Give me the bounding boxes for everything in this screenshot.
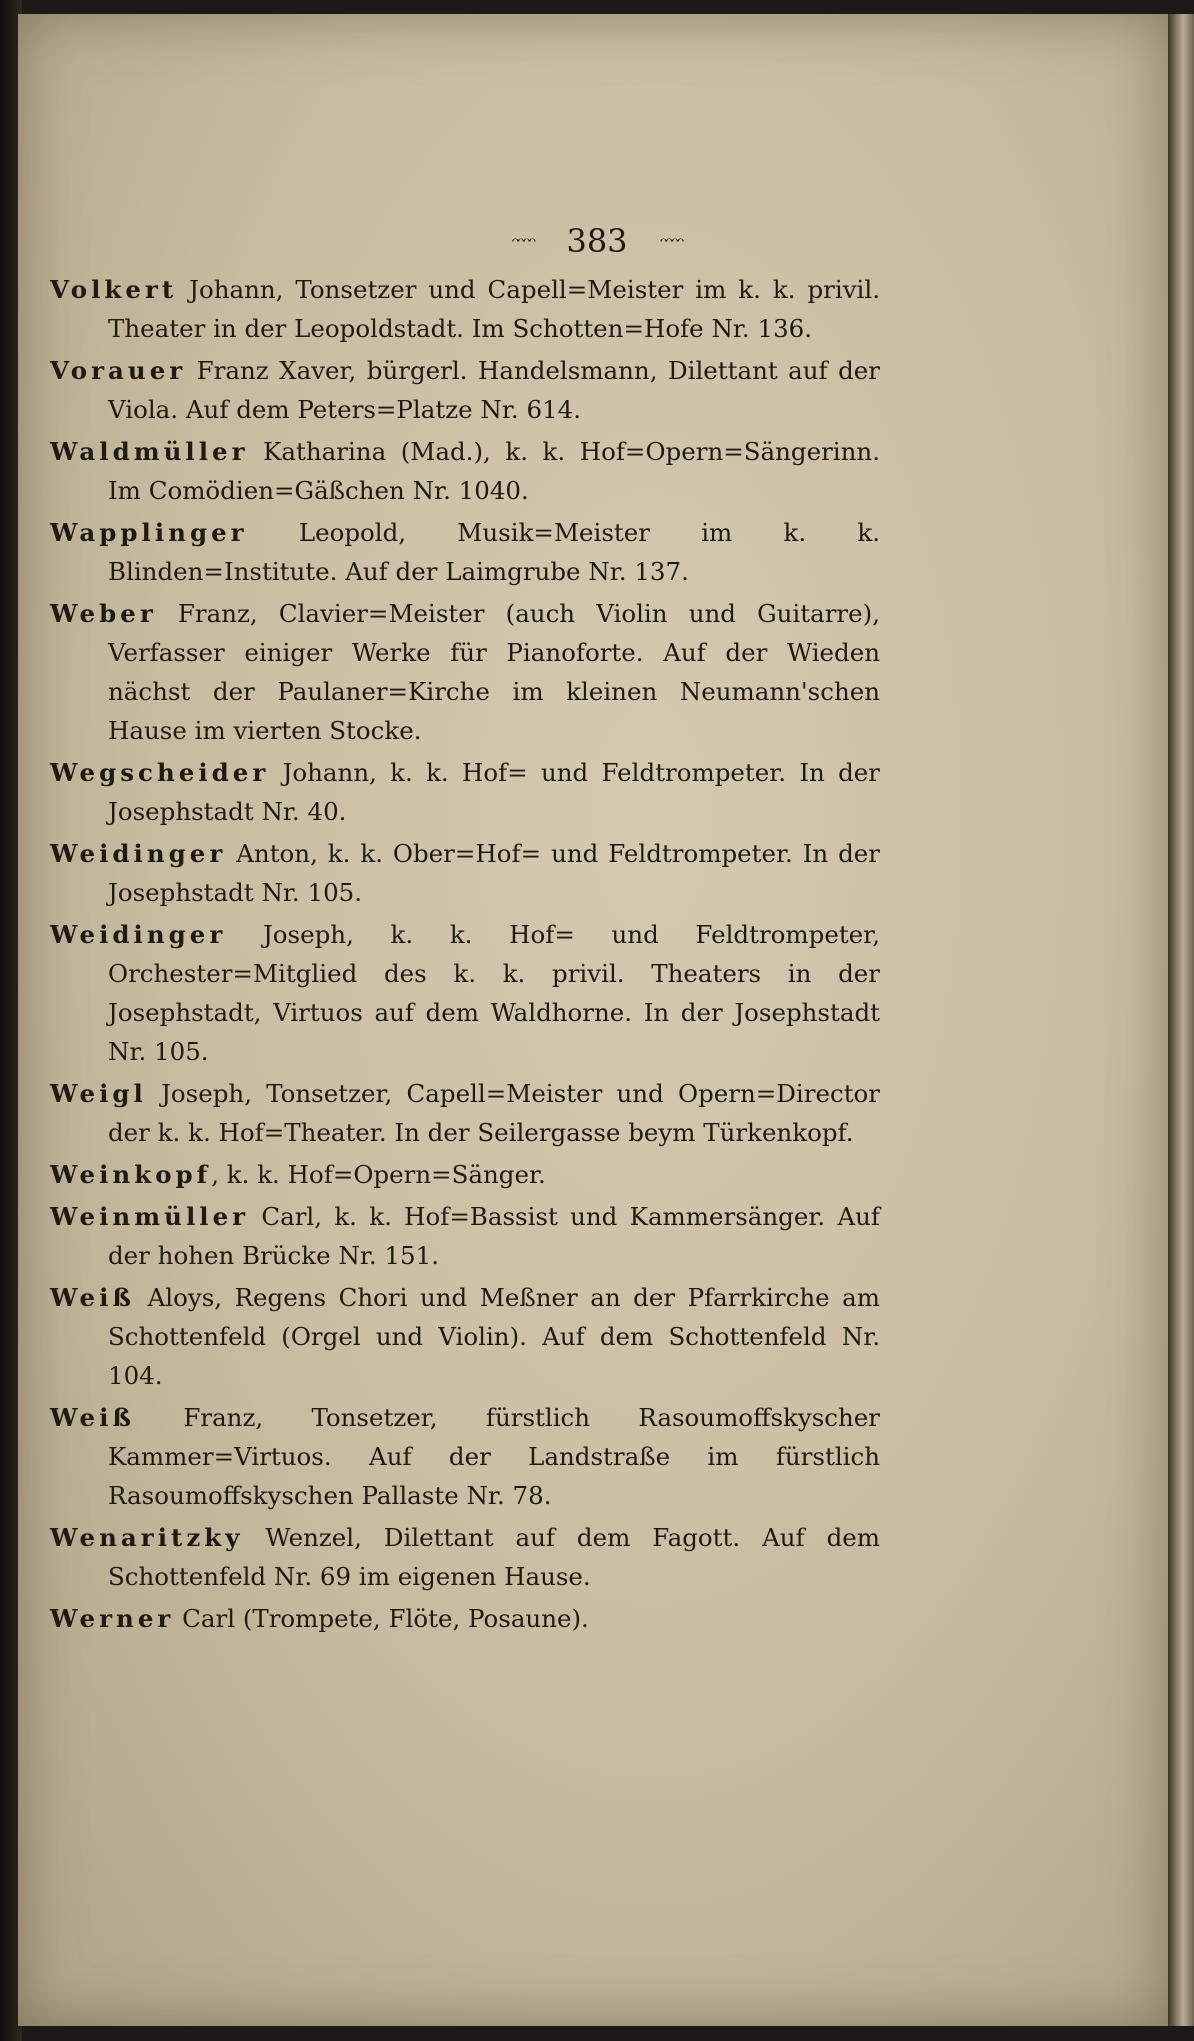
entry-text: Anton, k. k. Ober=Hof= und Feldtrompeter. In der Josephstadt Nr. 105. xyxy=(108,839,880,907)
entry-text: , k. k. Hof=Opern=Sänger. xyxy=(211,1160,546,1189)
entry xyxy=(50,513,880,591)
entry-text: Carl, k. k. Hof=Bassist und Kammersänger. Auf der hohen Brücke Nr. 151. xyxy=(108,1202,880,1270)
entry-name: Vorauer xyxy=(50,356,187,385)
entry-name: Waldmüller xyxy=(50,437,249,466)
entry-name: Volkert xyxy=(50,275,178,304)
entry xyxy=(50,753,880,831)
entry-name: Wenaritzky xyxy=(50,1523,244,1552)
header-ornament-left: ᵔᵔᵔᵔ xyxy=(511,231,535,256)
entry-name: Weinkopf xyxy=(50,1160,212,1189)
entry-name: Wapplinger xyxy=(50,518,248,547)
entry-name: Weigl xyxy=(50,1079,147,1108)
entry-name: Weidinger xyxy=(50,839,227,868)
entry xyxy=(50,1074,880,1152)
entry xyxy=(50,834,880,912)
entry-text: Joseph, Tonsetzer, Capell=Meister und Opern=Director der k. k. Hof=Theater. In der Seilergasse beym Türkenkopf. xyxy=(108,1079,880,1147)
entry-text: Joseph, k. k. Hof= und Feldtrompeter, Orchester=Mitglied des k. k. privil. Theaters in der Josephstadt, Virtuos auf dem Waldhorne. In der Josephstadt Nr. 105. xyxy=(108,920,880,1066)
entry-name: Wegscheider xyxy=(50,758,270,787)
entry xyxy=(50,351,880,429)
entry-text: Katharina (Mad.), k. k. Hof=Opern=Sängerinn. Im Comödien=Gäßchen Nr. 1040. xyxy=(108,437,880,505)
page-edge xyxy=(1168,14,1194,2026)
directory-entries xyxy=(50,270,880,1641)
entry-name: Weiß xyxy=(50,1403,136,1432)
entry-text: Wenzel, Dilettant auf dem Fagott. Auf dem Schottenfeld Nr. 69 im eigenen Hause. xyxy=(108,1523,880,1591)
entry-text: Leopold, Musik=Meister im k. k. Blinden=Institute. Auf der Laimgrube Nr. 137. xyxy=(108,518,880,586)
entry xyxy=(50,1398,880,1515)
entry-name: Weinmüller xyxy=(50,1202,250,1231)
entry xyxy=(50,1155,880,1194)
entry xyxy=(50,915,880,1071)
entry-text: Aloys, Regens Chori und Meßner an der Pfarrkirche am Schottenfeld (Orgel und Violin). Auf dem Schottenfeld Nr. 104. xyxy=(108,1283,880,1390)
entry-text: Franz Xaver, bürgerl. Handelsmann, Dilettant auf der Viola. Auf dem Peters=Platze Nr. 614. xyxy=(108,356,880,424)
entry xyxy=(50,1278,880,1395)
entry xyxy=(50,1599,880,1638)
entry-name: Weidinger xyxy=(50,920,227,949)
entry xyxy=(50,432,880,510)
page-number: 383 xyxy=(566,222,628,260)
page-header xyxy=(0,222,1194,260)
entry-name: Weber xyxy=(50,599,157,628)
entry xyxy=(50,270,880,348)
entry-text: Johann, k. k. Hof= und Feldtrompeter. In der Josephstadt Nr. 40. xyxy=(108,758,880,826)
entry xyxy=(50,594,880,750)
entry-text: Franz, Tonsetzer, fürstlich Rasoumoffskyscher Kammer=Virtuos. Auf der Landstraße im fürstlich Rasoumoffskyschen Pallaste Nr. 78. xyxy=(108,1403,880,1510)
entry-name: Weiß xyxy=(50,1283,136,1312)
entry xyxy=(50,1518,880,1596)
entry-name: Werner xyxy=(50,1604,175,1633)
header-ornament-right: ᵔᵔᵔᵔ xyxy=(659,231,683,256)
entry xyxy=(50,1197,880,1275)
entry-text: Carl (Trompete, Flöte, Posaune). xyxy=(182,1604,589,1633)
entry-text: Franz, Clavier=Meister (auch Violin und Guitarre), Verfasser einiger Werke für Pianoforte. Auf der Wieden nächst der Paulaner=Kirche im kleinen Neumann'schen Hause im vierten Stocke. xyxy=(108,599,880,745)
entry-text: Johann, Tonsetzer und Capell=Meister im k. k. privil. Theater in der Leopoldstadt. Im Schotten=Hofe Nr. 136. xyxy=(108,275,880,343)
